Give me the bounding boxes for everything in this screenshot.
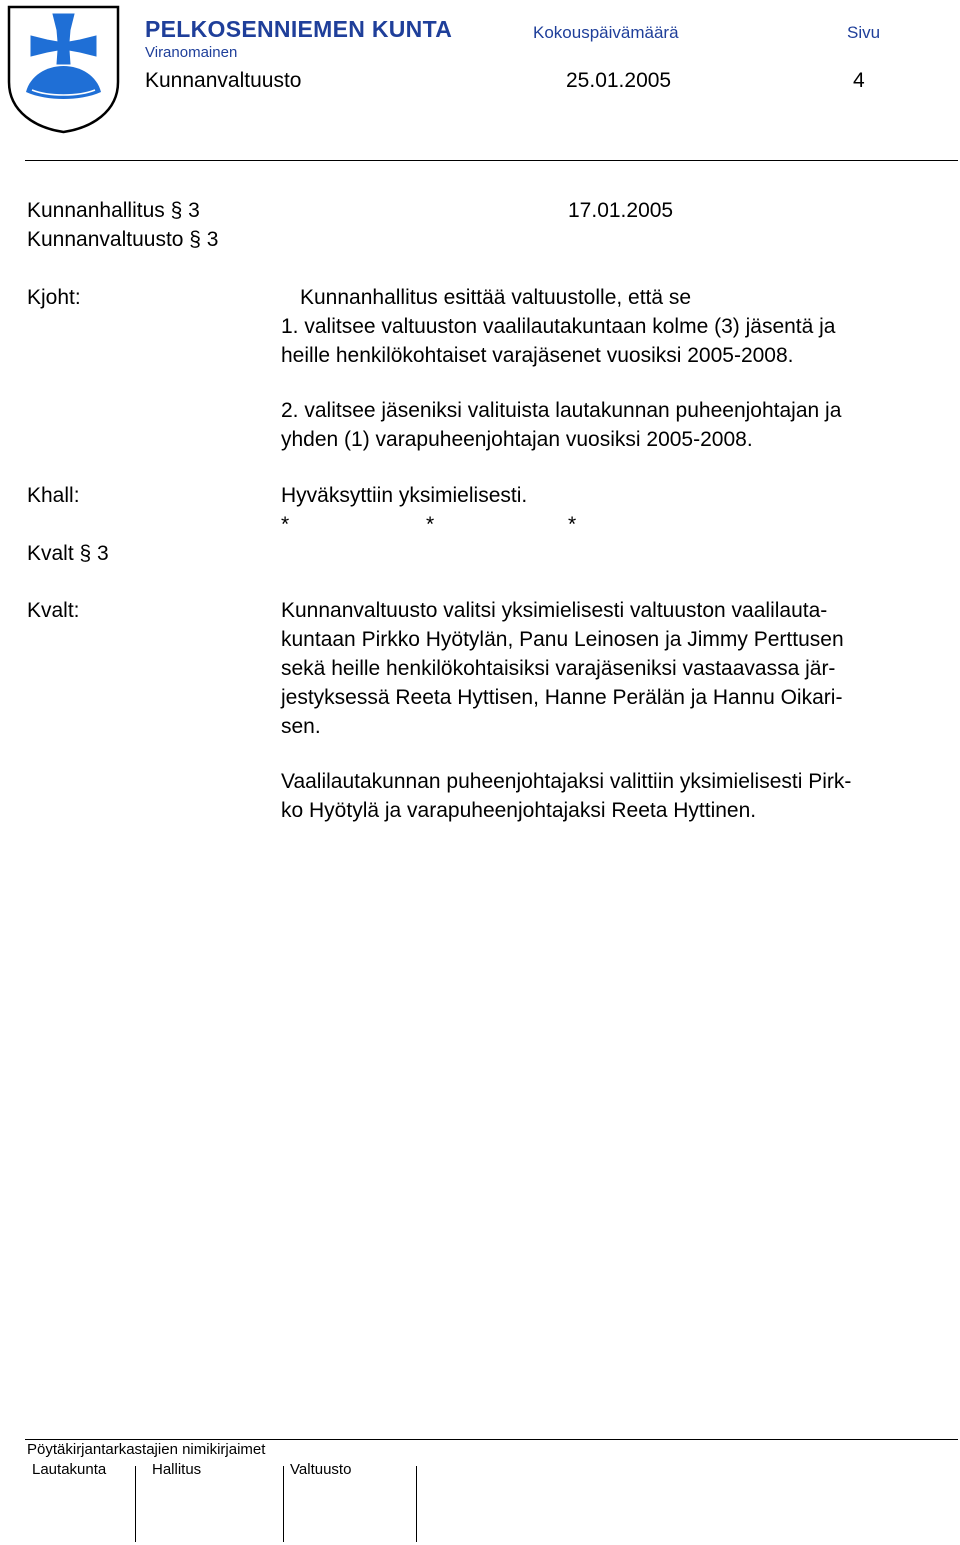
decision-line: sen. [281,715,321,738]
footer-column-government: Hallitus [152,1461,202,1478]
proposal-line: 2. valitsee jäseniksi valituista lautakunnan puheenjohtajan ja [281,399,842,422]
footer-column-council: Valtuusto [290,1461,352,1478]
footer-divider [25,1439,958,1440]
khall-label: Khall: [27,484,80,507]
kjoht-proposal-item-1 [281,312,836,370]
meeting-date: 25.01.2005 [566,69,672,92]
proposal-line: 1. valitsee valtuuston vaalilautakuntaan kolme (3) jäsentä ja [281,315,836,338]
authority-name: Kunnanvaltuusto [145,69,302,92]
history-council-ref: Kunnanvaltuusto § 3 [27,228,219,251]
history-board-ref: Kunnanhallitus § 3 [27,199,200,222]
decision-line: ko Hyötylä ja varapuheenjohtajaksi Reeta Hyttinen. [281,799,757,822]
municipality-crest-logo [6,4,121,134]
authority-label: Viranomainen [145,44,238,61]
kvalt-label: Kvalt: [27,599,80,622]
separator-star: * [568,513,577,536]
history-board-date: 17.01.2005 [568,199,674,222]
header-divider [25,160,958,161]
decision-line: jestyksessä Reeta Hyttisen, Hanne Perälän ja Hannu Oikari- [281,686,843,709]
decision-line: sekä heille henkilökohtaisiksi varajäseniksi vastaavassa jär- [281,657,836,680]
meeting-date-label: Kokouspäivämäärä [533,23,679,42]
proposal-line: yhden (1) varapuheenjohtajan vuosiksi 2005-2008. [281,428,753,451]
proposal-line: heille henkilökohtaiset varajäsenet vuosiksi 2005-2008. [281,344,794,367]
separator-star: * [281,513,290,536]
footer-column-divider [135,1466,136,1542]
decision-line: Vaalilautakunnan puheenjohtajaksi valittiin yksimielisesti Pirk- [281,770,852,793]
footer-title: Pöytäkirjantarkastajien nimikirjaimet [27,1441,266,1458]
decision-line: Kunnanvaltuusto valitsi yksimielisesti valtuuston vaalilauta- [281,599,828,622]
decision-line: kuntaan Pirkko Hyötylän, Panu Leinosen ja Jimmy Perttusen [281,628,844,651]
footer-column-divider [283,1466,284,1542]
kvalt-decision-paragraph-2 [281,767,851,825]
kjoht-label: Kjoht: [27,286,81,309]
organization-name: PELKOSENNIEMEN KUNTA [145,16,453,42]
footer-column-divider [416,1466,417,1542]
footer-column-board: Lautakunta [32,1461,107,1478]
page-number-label: Sivu [847,23,881,42]
kjoht-intro: Kunnanhallitus esittää valtuustolle, että se [300,286,692,309]
khall-decision: Hyväksyttiin yksimielisesti. [281,484,528,507]
kjoht-proposal-item-2 [281,396,841,454]
kvalt-decision-paragraph-1 [281,596,844,741]
separator-star: * [426,513,435,536]
kvalt-section-ref: Kvalt § 3 [27,542,109,565]
page-number: 4 [853,69,865,92]
